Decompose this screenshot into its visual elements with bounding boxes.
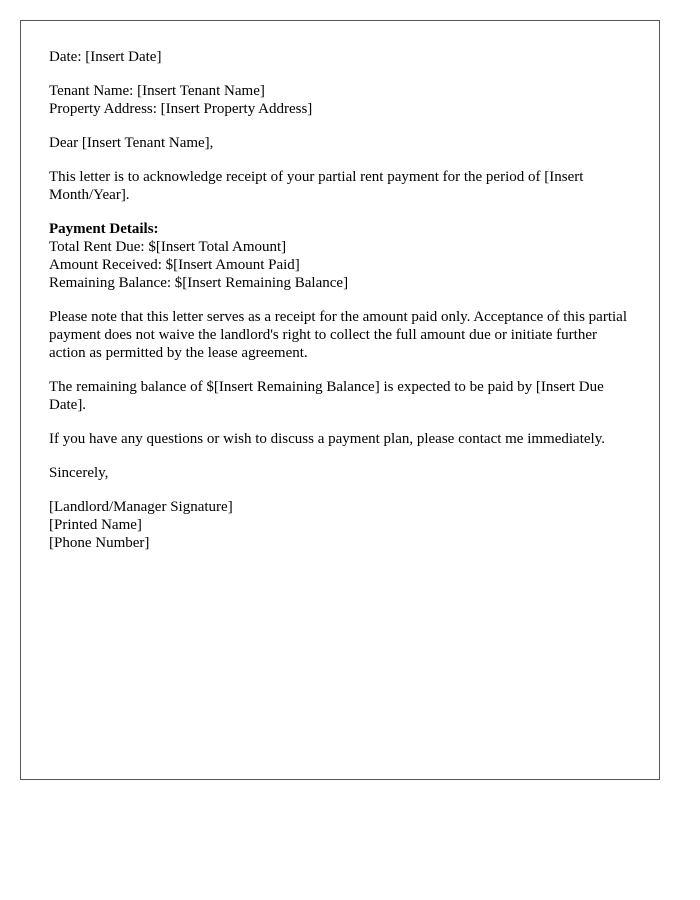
payment-details-block [49,220,631,292]
property-address-line: Property Address: [Insert Property Address] [49,101,313,117]
remaining-balance-line: Remaining Balance: $[Insert Remaining Balance] [49,275,349,291]
date-line: Date: [Insert Date] [49,49,162,65]
salutation: Dear [Insert Tenant Name], [49,135,214,151]
recipient-block [49,82,631,118]
total-rent-due-line: Total Rent Due: $[Insert Total Amount] [49,239,287,255]
letter-page [20,20,660,780]
amount-received-line: Amount Received: $[Insert Amount Paid] [49,257,300,273]
contact-paragraph: If you have any questions or wish to discuss a payment plan, please contact me immediately. [49,431,605,447]
closing: Sincerely, [49,465,109,481]
signature-block [49,498,631,552]
payment-details-heading: Payment Details: [49,221,159,237]
due-statement-paragraph: The remaining balance of $[Insert Remaining Balance] is expected to be paid by [Insert Due Date]. [49,379,604,413]
tenant-name-line: Tenant Name: [Insert Tenant Name] [49,83,265,99]
intro-paragraph: This letter is to acknowledge receipt of your partial rent payment for the period of [Insert Month/Year]. [49,169,584,203]
notice-paragraph: Please note that this letter serves as a receipt for the amount paid only. Acceptance of this partial payment does not waive the landlord's right to collect the full amount due or initiate further action as permitted by the lease agreement. [49,309,627,361]
printed-name-line: [Printed Name] [49,517,142,533]
phone-number-line: [Phone Number] [49,535,150,551]
signature-line: [Landlord/Manager Signature] [49,499,233,515]
